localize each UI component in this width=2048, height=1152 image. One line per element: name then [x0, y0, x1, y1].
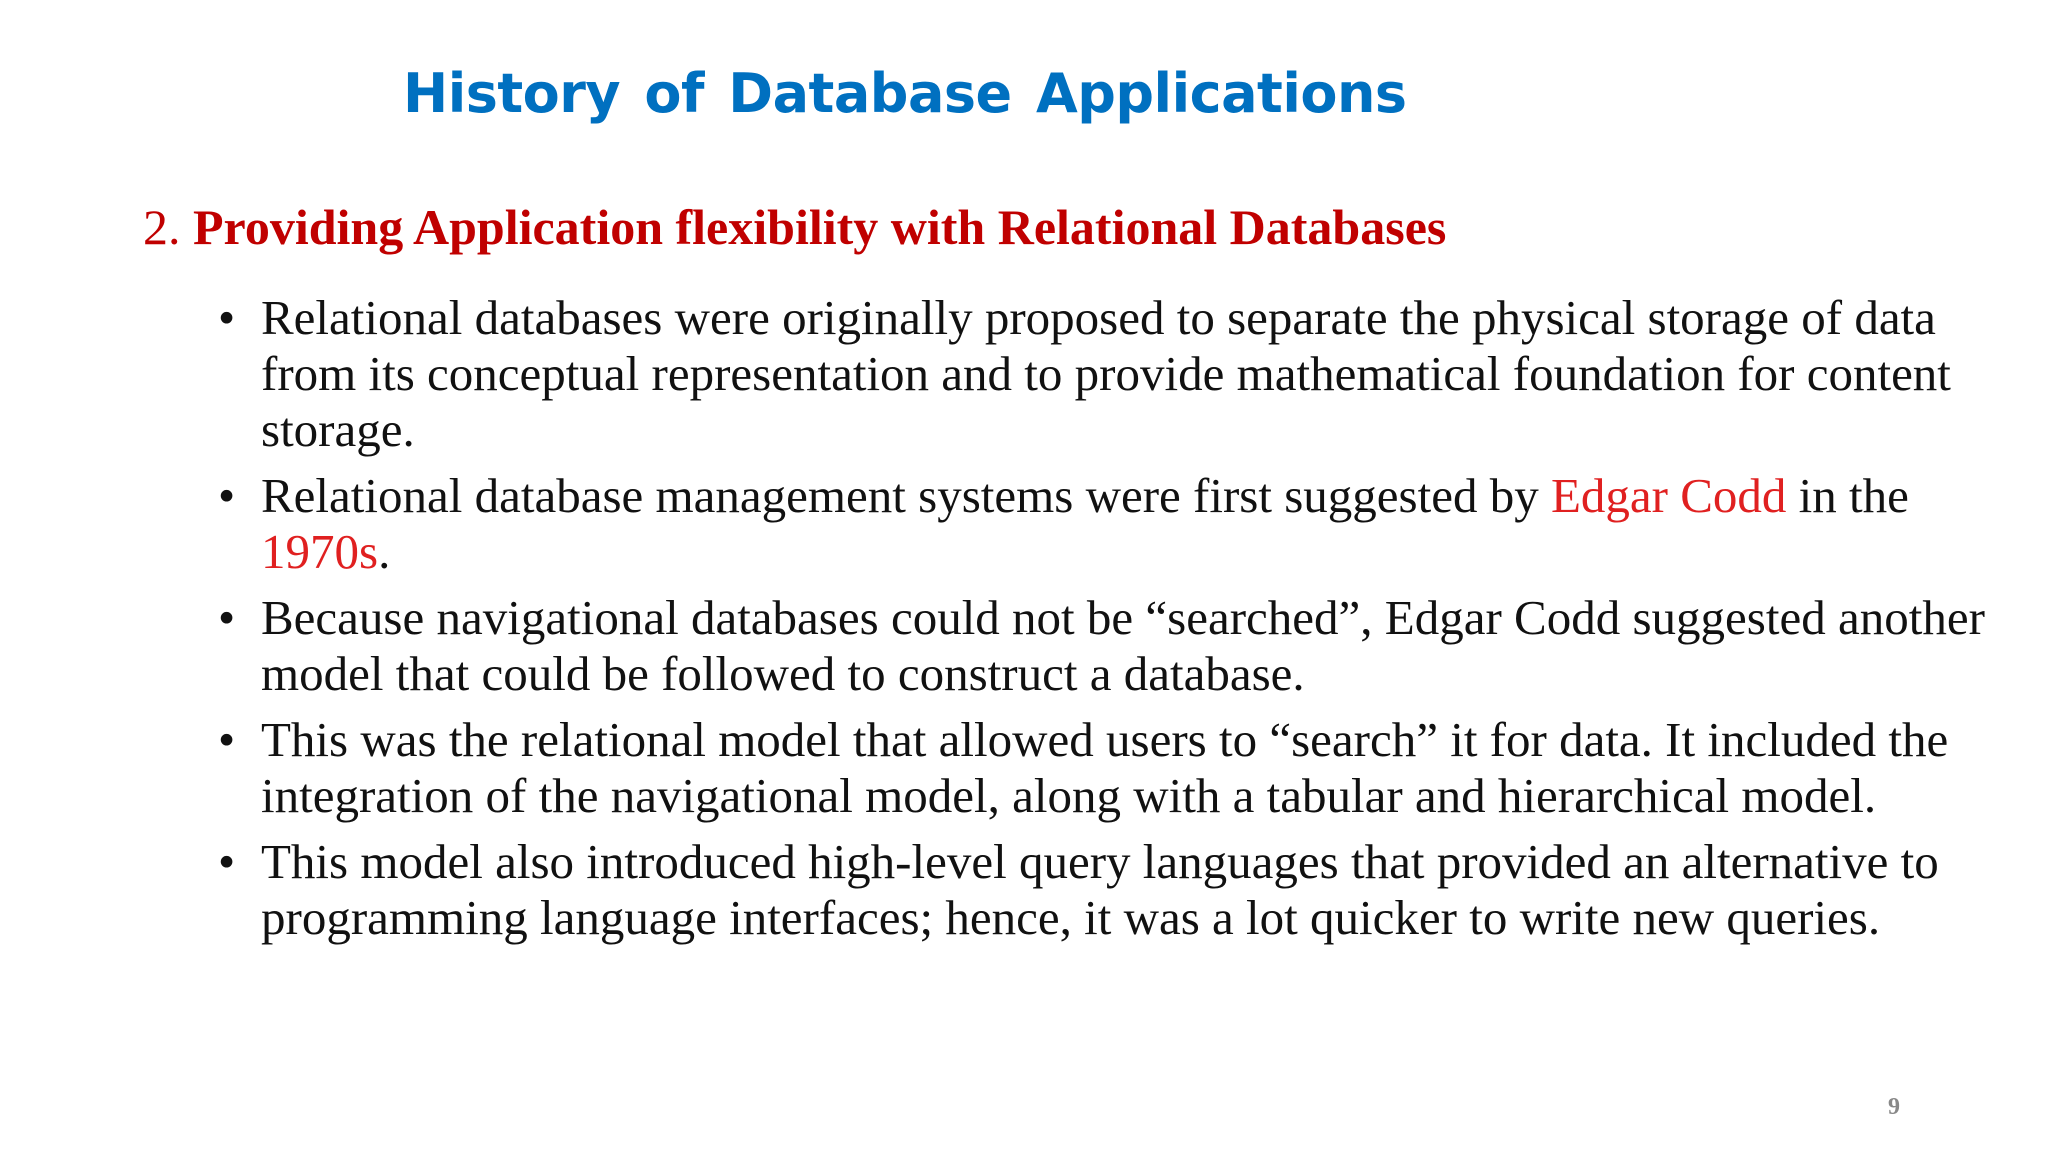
page-number: 9 [1888, 1094, 1900, 1120]
bullet-dot: • [218, 468, 236, 523]
highlight-1970s: 1970s [261, 524, 379, 579]
bullet-text-part: Relational database management systems were first suggested by [261, 468, 1551, 523]
bullet-dot: • [218, 712, 236, 767]
bullet-item [218, 712, 1988, 824]
bullet-text: This was the relational model that allowed users to “search” it for data. It included the integration of the navigational model, along with a tabular and hierarchical model. [261, 712, 1949, 823]
bullet-item [218, 590, 1988, 702]
bullet-list [218, 290, 1988, 956]
bullet-text: This model also introduced high-level query languages that provided an alternative to programming language interfaces; hence, it was a lot quicker to write new queries. [261, 834, 1939, 945]
bullet-text-part: . [378, 524, 391, 579]
bullet-item [218, 468, 1988, 580]
bullet-item [218, 290, 1988, 458]
bullet-dot: • [218, 590, 236, 645]
bullet-text: Because navigational databases could not be “searched”, Edgar Codd suggested another model that could be followed to construct a database. [261, 590, 1985, 701]
bullet-item [218, 834, 1988, 946]
bullet-dot: • [218, 834, 236, 889]
bullet-text-part: in the [1786, 468, 1909, 523]
bullet-text: Relational databases were originally proposed to separate the physical storage of data from its conceptual representation and to provide mathematical foundation for content storage. [261, 290, 1951, 457]
slide-title: History of Database Applications [403, 62, 1407, 125]
subtitle-text: Providing Application flexibility with Relational Databases [193, 199, 1447, 255]
subtitle-number: 2. [143, 199, 193, 255]
highlight-edgar-codd: Edgar Codd [1550, 468, 1787, 523]
slide-subtitle [143, 198, 1446, 256]
bullet-dot: • [218, 290, 236, 345]
